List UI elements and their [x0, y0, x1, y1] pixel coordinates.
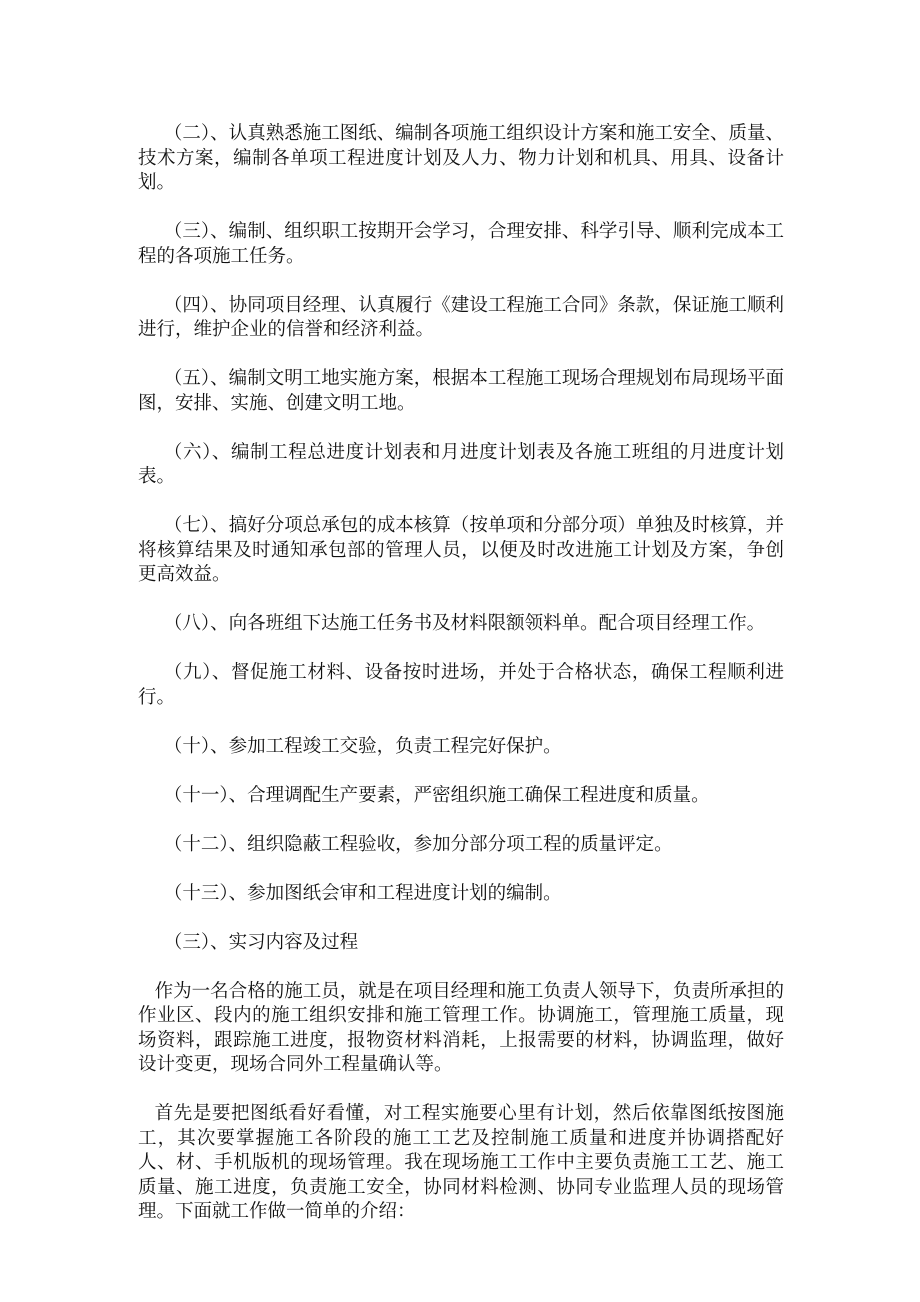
paragraph-duty-10: （十）、参加工程竣工交验，负责工程完好保护。 [163, 735, 562, 757]
paragraph-duty-11: （十一）、合理调配生产要素，严密组织施工确保工程进度和质量。 [163, 784, 710, 806]
paragraph-duty-7: （七）、搞好分项总承包的成本核算（按单项和分部分项）单独及时核算，并将核算结果及时通知承包部的管理人员，以便及时改进施工计划及方案，争创更高效益。 [138, 515, 784, 585]
section-heading: （三）、实习内容及过程 [163, 931, 359, 953]
paragraph-duty-9: （九）、督促施工材料、设备按时进场，并处于合格状态，确保工程顺利进行。 [138, 662, 784, 708]
paragraph-duty-4: （四）、协同项目经理、认真履行《建设工程施工合同》条款，保证施工顺利进行，维护企业的信誉和经济利益。 [138, 294, 784, 340]
paragraph-body-role: 作为一名合格的施工员，就是在项目经理和施工负责人领导下，负责所承担的作业区、段内的施工组织安排和施工管理工作。协调施工，管理施工质量，现场资料，跟踪施工进度，报物资材料消耗，上报需要的材料，协调监理，做好设计变更，现场合同外工程量确认等。 [138, 980, 784, 1075]
paragraph-duty-3: （三）、编制、组织职工按期开会学习，合理安排、科学引导、顺利完成本工程的各项施工任务。 [138, 221, 784, 267]
paragraph-body-approach: 首先是要把图纸看好看懂，对工程实施要心里有计划，然后依靠图纸按图施工，其次要掌握施工各阶段的施工工艺及控制施工质量和进度并协调搭配好人、材、手机版机的现场管理。我在现场施工工作中主要负责施工工艺、施工质量、施工进度，负责施工安全，协同材料检测、协同专业监理人员的现场管理。下面就工作做一简单的介绍： [138, 1103, 784, 1222]
paragraph-duty-12: （十二）、组织隐蔽工程验收，参加分部分项工程的质量评定。 [163, 833, 673, 855]
paragraph-duty-6: （六）、编制工程总进度计划表和月进度计划表及各施工班组的月进度计划表。 [138, 441, 784, 487]
paragraph-duty-2: （二）、认真熟悉施工图纸、编制各项施工组织设计方案和施工安全、质量、技术方案，编制各单项工程进度计划及人力、物力计划和机具、用具、设备计划。 [138, 123, 784, 193]
paragraph-duty-5: （五）、编制文明工地实施方案，根据本工程施工现场合理规划布局现场平面图，安排、实施、创建文明工地。 [138, 368, 784, 414]
paragraph-duty-8: （八）、向各班组下达施工任务书及材料限额领料单。配合项目经理工作。 [163, 613, 766, 634]
document-body [138, 122, 784, 1249]
paragraph-duty-13: （十三）、参加图纸会审和工程进度计划的编制。 [163, 882, 562, 904]
